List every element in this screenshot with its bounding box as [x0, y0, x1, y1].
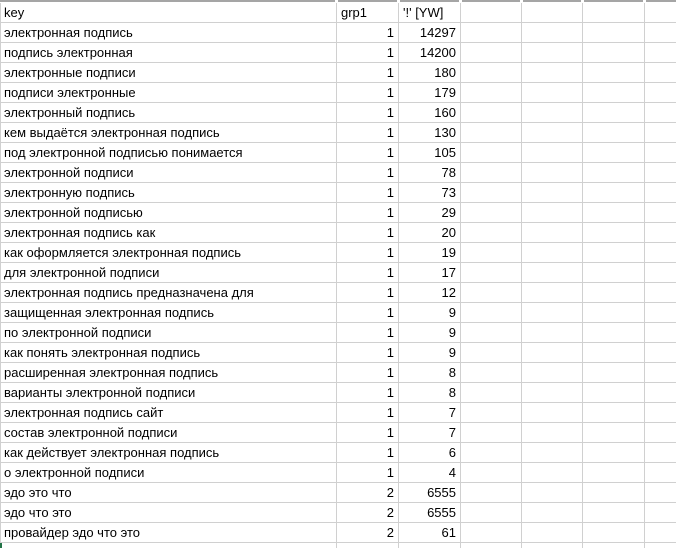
- cell-grp1[interactable]: 1: [337, 343, 399, 362]
- table-row: [0, 183, 676, 203]
- empty-cell[interactable]: [583, 223, 645, 242]
- table-row: [0, 343, 676, 363]
- table-row: [0, 463, 676, 483]
- table-row: [0, 223, 676, 243]
- empty-cell[interactable]: [461, 3, 522, 22]
- empty-cell[interactable]: [583, 343, 645, 362]
- empty-cell[interactable]: [645, 103, 676, 122]
- empty-cell[interactable]: [645, 83, 676, 102]
- empty-cell[interactable]: [522, 423, 583, 442]
- cell-grp1[interactable]: 1: [337, 223, 399, 242]
- cell-grp1[interactable]: 1: [337, 43, 399, 62]
- table-row: [0, 423, 676, 443]
- empty-cell[interactable]: [461, 263, 522, 282]
- empty-cell[interactable]: [583, 363, 645, 382]
- table-row: [0, 263, 676, 283]
- cell-yw[interactable]: 7: [399, 423, 461, 442]
- empty-cell[interactable]: [645, 363, 676, 382]
- empty-cell[interactable]: [583, 43, 645, 62]
- cell-key[interactable]: как оформляется электронная подпись: [0, 243, 337, 262]
- table-row: [0, 163, 676, 183]
- cell-key[interactable]: электронные подписи: [0, 63, 337, 82]
- empty-cell[interactable]: [461, 503, 522, 522]
- cell-grp1[interactable]: 1: [337, 303, 399, 322]
- empty-cell[interactable]: [522, 243, 583, 262]
- cell-key[interactable]: электронную подпись: [0, 183, 337, 202]
- cell-yw[interactable]: 17: [399, 263, 461, 282]
- cell-grp1[interactable]: 1: [337, 63, 399, 82]
- cell-yw[interactable]: 6555: [399, 483, 461, 502]
- empty-cell[interactable]: [645, 163, 676, 182]
- empty-cell[interactable]: [645, 403, 676, 422]
- empty-cell[interactable]: [461, 243, 522, 262]
- cell-yw[interactable]: 7: [399, 403, 461, 422]
- empty-cell[interactable]: [645, 143, 676, 162]
- cell-key[interactable]: эдо что это: [0, 503, 337, 522]
- empty-cell[interactable]: [645, 203, 676, 222]
- cell-grp1[interactable]: 1: [337, 423, 399, 442]
- cell-grp1[interactable]: 1: [337, 23, 399, 42]
- empty-cell[interactable]: [337, 543, 399, 548]
- cell-yw[interactable]: 8: [399, 363, 461, 382]
- cell-yw[interactable]: 61: [399, 523, 461, 542]
- empty-cell[interactable]: [522, 263, 583, 282]
- cell-key[interactable]: электронной подписью: [0, 203, 337, 222]
- worksheet-grid: [0, 3, 676, 548]
- empty-cell[interactable]: [583, 63, 645, 82]
- cell-grp1[interactable]: 1: [337, 383, 399, 402]
- empty-cell[interactable]: [522, 503, 583, 522]
- empty-cell[interactable]: [645, 43, 676, 62]
- cell-key[interactable]: как действует электронная подпись: [0, 443, 337, 462]
- table-row: [0, 63, 676, 83]
- table-row: [0, 83, 676, 103]
- cell-yw[interactable]: 9: [399, 343, 461, 362]
- cell-yw[interactable]: 180: [399, 63, 461, 82]
- empty-cell[interactable]: [645, 323, 676, 342]
- empty-cell[interactable]: [461, 123, 522, 142]
- cell-key[interactable]: для электронной подписи: [0, 263, 337, 282]
- table-row: [0, 283, 676, 303]
- empty-cell[interactable]: [522, 323, 583, 342]
- cell-yw[interactable]: 179: [399, 83, 461, 102]
- left-gridline: [0, 3, 1, 548]
- empty-cell[interactable]: [522, 483, 583, 502]
- empty-cell[interactable]: [522, 63, 583, 82]
- cell-yw[interactable]: 12: [399, 283, 461, 302]
- empty-cell[interactable]: [645, 483, 676, 502]
- empty-cell[interactable]: [583, 143, 645, 162]
- empty-cell[interactable]: [645, 303, 676, 322]
- cell-yw[interactable]: 9: [399, 323, 461, 342]
- empty-cell[interactable]: [522, 403, 583, 422]
- empty-cell[interactable]: [583, 263, 645, 282]
- empty-cell[interactable]: [522, 183, 583, 202]
- empty-cell[interactable]: [645, 463, 676, 482]
- empty-cell[interactable]: [522, 443, 583, 462]
- cell-grp1[interactable]: 2: [337, 503, 399, 522]
- empty-cell[interactable]: [522, 3, 583, 22]
- table-row: [0, 203, 676, 223]
- table-row: [0, 383, 676, 403]
- empty-cell[interactable]: [645, 423, 676, 442]
- empty-cell[interactable]: [645, 183, 676, 202]
- empty-cell[interactable]: [461, 523, 522, 542]
- empty-cell[interactable]: [645, 123, 676, 142]
- cell-grp1[interactable]: 1: [337, 443, 399, 462]
- column-divider: [643, 0, 646, 2]
- empty-cell[interactable]: [645, 443, 676, 462]
- column-divider: [397, 0, 400, 2]
- cell-key[interactable]: электронная подпись предназначена для: [0, 283, 337, 302]
- table-row: [0, 143, 676, 163]
- header-row: [0, 3, 676, 23]
- empty-cell[interactable]: [583, 203, 645, 222]
- column-divider: [520, 0, 523, 2]
- empty-cell[interactable]: [583, 403, 645, 422]
- column-divider: [335, 0, 338, 2]
- table-row: [0, 363, 676, 383]
- empty-cell[interactable]: [522, 203, 583, 222]
- empty-cell[interactable]: [522, 383, 583, 402]
- cell-key[interactable]: подпись электронная: [0, 43, 337, 62]
- header-cell-grp1[interactable]: grp1: [337, 3, 399, 22]
- empty-cell[interactable]: [461, 63, 522, 82]
- cell-key[interactable]: электронная подпись сайт: [0, 403, 337, 422]
- empty-cell[interactable]: [583, 23, 645, 42]
- empty-cell[interactable]: [522, 143, 583, 162]
- empty-cell[interactable]: [461, 103, 522, 122]
- empty-cell[interactable]: [0, 543, 337, 548]
- cell-grp1[interactable]: 1: [337, 283, 399, 302]
- empty-cell[interactable]: [583, 503, 645, 522]
- empty-cell[interactable]: [583, 163, 645, 182]
- empty-cell[interactable]: [645, 343, 676, 362]
- empty-cell[interactable]: [399, 543, 461, 548]
- empty-cell[interactable]: [461, 483, 522, 502]
- data-rows: [0, 23, 676, 543]
- empty-cell[interactable]: [645, 503, 676, 522]
- table-row: [0, 123, 676, 143]
- empty-cell[interactable]: [522, 163, 583, 182]
- cell-grp1[interactable]: 2: [337, 523, 399, 542]
- empty-cell[interactable]: [645, 523, 676, 542]
- table-row: [0, 503, 676, 523]
- empty-cell[interactable]: [461, 543, 522, 548]
- empty-cell[interactable]: [645, 383, 676, 402]
- column-divider: [581, 0, 584, 2]
- empty-cell[interactable]: [461, 23, 522, 42]
- empty-cell[interactable]: [461, 403, 522, 422]
- column-divider: [459, 0, 462, 2]
- cell-grp1[interactable]: 1: [337, 403, 399, 422]
- cell-key[interactable]: варианты электронной подписи: [0, 383, 337, 402]
- cell-yw[interactable]: 160: [399, 103, 461, 122]
- empty-cell[interactable]: [583, 283, 645, 302]
- cell-grp1[interactable]: 1: [337, 183, 399, 202]
- table-row: [0, 443, 676, 463]
- cell-yw[interactable]: 73: [399, 183, 461, 202]
- empty-cell[interactable]: [461, 223, 522, 242]
- cell-yw[interactable]: 6555: [399, 503, 461, 522]
- empty-cell[interactable]: [583, 183, 645, 202]
- cell-key[interactable]: по электронной подписи: [0, 323, 337, 342]
- cell-grp1[interactable]: 1: [337, 123, 399, 142]
- empty-cell[interactable]: [583, 523, 645, 542]
- empty-cell[interactable]: [461, 163, 522, 182]
- cell-grp1[interactable]: 1: [337, 323, 399, 342]
- cell-grp1[interactable]: 1: [337, 363, 399, 382]
- table-row: [0, 303, 676, 323]
- empty-cell[interactable]: [583, 423, 645, 442]
- cell-yw[interactable]: 14200: [399, 43, 461, 62]
- empty-cell[interactable]: [645, 63, 676, 82]
- table-row: [0, 43, 676, 63]
- empty-cell[interactable]: [583, 123, 645, 142]
- empty-cell[interactable]: [645, 223, 676, 242]
- empty-cell[interactable]: [583, 323, 645, 342]
- empty-cell[interactable]: [645, 263, 676, 282]
- cell-grp1[interactable]: 1: [337, 143, 399, 162]
- empty-cell[interactable]: [522, 303, 583, 322]
- cell-key[interactable]: под электронной подписью понимается: [0, 143, 337, 162]
- empty-cell[interactable]: [461, 323, 522, 342]
- cell-yw[interactable]: 14297: [399, 23, 461, 42]
- cell-key[interactable]: кем выдаётся электронная подпись: [0, 123, 337, 142]
- header-cell-yw[interactable]: '!' [YW]: [399, 3, 461, 22]
- cell-key[interactable]: расширенная электронная подпись: [0, 363, 337, 382]
- empty-cell[interactable]: [461, 203, 522, 222]
- cell-grp1[interactable]: 1: [337, 243, 399, 262]
- empty-cell[interactable]: [522, 363, 583, 382]
- empty-cell[interactable]: [522, 43, 583, 62]
- cell-grp1[interactable]: 1: [337, 83, 399, 102]
- cell-key[interactable]: провайдер эдо что это: [0, 523, 337, 542]
- empty-cell[interactable]: [645, 3, 676, 22]
- empty-cell[interactable]: [522, 343, 583, 362]
- empty-cell[interactable]: [645, 543, 676, 548]
- empty-cell[interactable]: [583, 383, 645, 402]
- column-header-band: [0, 0, 676, 2]
- table-row: [0, 323, 676, 343]
- empty-cell[interactable]: [645, 283, 676, 302]
- empty-cell[interactable]: [522, 543, 583, 548]
- empty-cell[interactable]: [461, 423, 522, 442]
- cell-key[interactable]: электронный подпись: [0, 103, 337, 122]
- empty-cell[interactable]: [583, 3, 645, 22]
- empty-cell[interactable]: [461, 43, 522, 62]
- table-row: [0, 23, 676, 43]
- cell-key[interactable]: электронная подпись как: [0, 223, 337, 242]
- cell-yw[interactable]: 8: [399, 383, 461, 402]
- cell-grp1[interactable]: 1: [337, 463, 399, 482]
- cell-grp1[interactable]: 1: [337, 103, 399, 122]
- empty-cell[interactable]: [645, 23, 676, 42]
- partial-row: [0, 543, 676, 548]
- cell-key[interactable]: состав электронной подписи: [0, 423, 337, 442]
- cell-grp1[interactable]: 1: [337, 163, 399, 182]
- cell-yw[interactable]: 9: [399, 303, 461, 322]
- table-row: [0, 103, 676, 123]
- empty-cell[interactable]: [461, 463, 522, 482]
- empty-cell[interactable]: [522, 123, 583, 142]
- header-cell-key[interactable]: key: [0, 3, 337, 22]
- empty-cell[interactable]: [645, 243, 676, 262]
- cell-grp1[interactable]: 1: [337, 263, 399, 282]
- empty-cell[interactable]: [461, 83, 522, 102]
- cell-yw[interactable]: 20: [399, 223, 461, 242]
- empty-cell[interactable]: [522, 83, 583, 102]
- selection-indicator: [0, 543, 2, 548]
- cell-key[interactable]: электронной подписи: [0, 163, 337, 182]
- empty-cell[interactable]: [461, 283, 522, 302]
- cell-yw[interactable]: 6: [399, 443, 461, 462]
- cell-yw[interactable]: 19: [399, 243, 461, 262]
- table-row: [0, 483, 676, 503]
- cell-key[interactable]: как понять электронная подпись: [0, 343, 337, 362]
- table-row: [0, 523, 676, 543]
- empty-cell[interactable]: [522, 283, 583, 302]
- cell-grp1[interactable]: 2: [337, 483, 399, 502]
- cell-key[interactable]: защищенная электронная подпись: [0, 303, 337, 322]
- cell-yw[interactable]: 29: [399, 203, 461, 222]
- empty-cell[interactable]: [461, 383, 522, 402]
- cell-yw[interactable]: 130: [399, 123, 461, 142]
- empty-cell[interactable]: [583, 243, 645, 262]
- empty-cell[interactable]: [461, 183, 522, 202]
- cell-yw[interactable]: 78: [399, 163, 461, 182]
- empty-cell[interactable]: [522, 523, 583, 542]
- empty-cell[interactable]: [461, 343, 522, 362]
- empty-cell[interactable]: [522, 463, 583, 482]
- empty-cell[interactable]: [522, 103, 583, 122]
- empty-cell[interactable]: [583, 463, 645, 482]
- empty-cell[interactable]: [461, 303, 522, 322]
- empty-cell[interactable]: [522, 223, 583, 242]
- empty-cell[interactable]: [583, 483, 645, 502]
- cell-key[interactable]: о электронной подписи: [0, 463, 337, 482]
- empty-cell[interactable]: [583, 543, 645, 548]
- empty-cell[interactable]: [583, 103, 645, 122]
- table-row: [0, 403, 676, 423]
- empty-cell[interactable]: [583, 83, 645, 102]
- empty-cell[interactable]: [522, 23, 583, 42]
- empty-cell[interactable]: [461, 363, 522, 382]
- cell-yw[interactable]: 4: [399, 463, 461, 482]
- cell-key[interactable]: эдо это что: [0, 483, 337, 502]
- cell-yw[interactable]: 105: [399, 143, 461, 162]
- empty-cell[interactable]: [461, 143, 522, 162]
- cell-grp1[interactable]: 1: [337, 203, 399, 222]
- cell-key[interactable]: подписи электронные: [0, 83, 337, 102]
- empty-cell[interactable]: [583, 303, 645, 322]
- cell-key[interactable]: электронная подпись: [0, 23, 337, 42]
- table-row: [0, 243, 676, 263]
- empty-cell[interactable]: [461, 443, 522, 462]
- empty-cell[interactable]: [583, 443, 645, 462]
